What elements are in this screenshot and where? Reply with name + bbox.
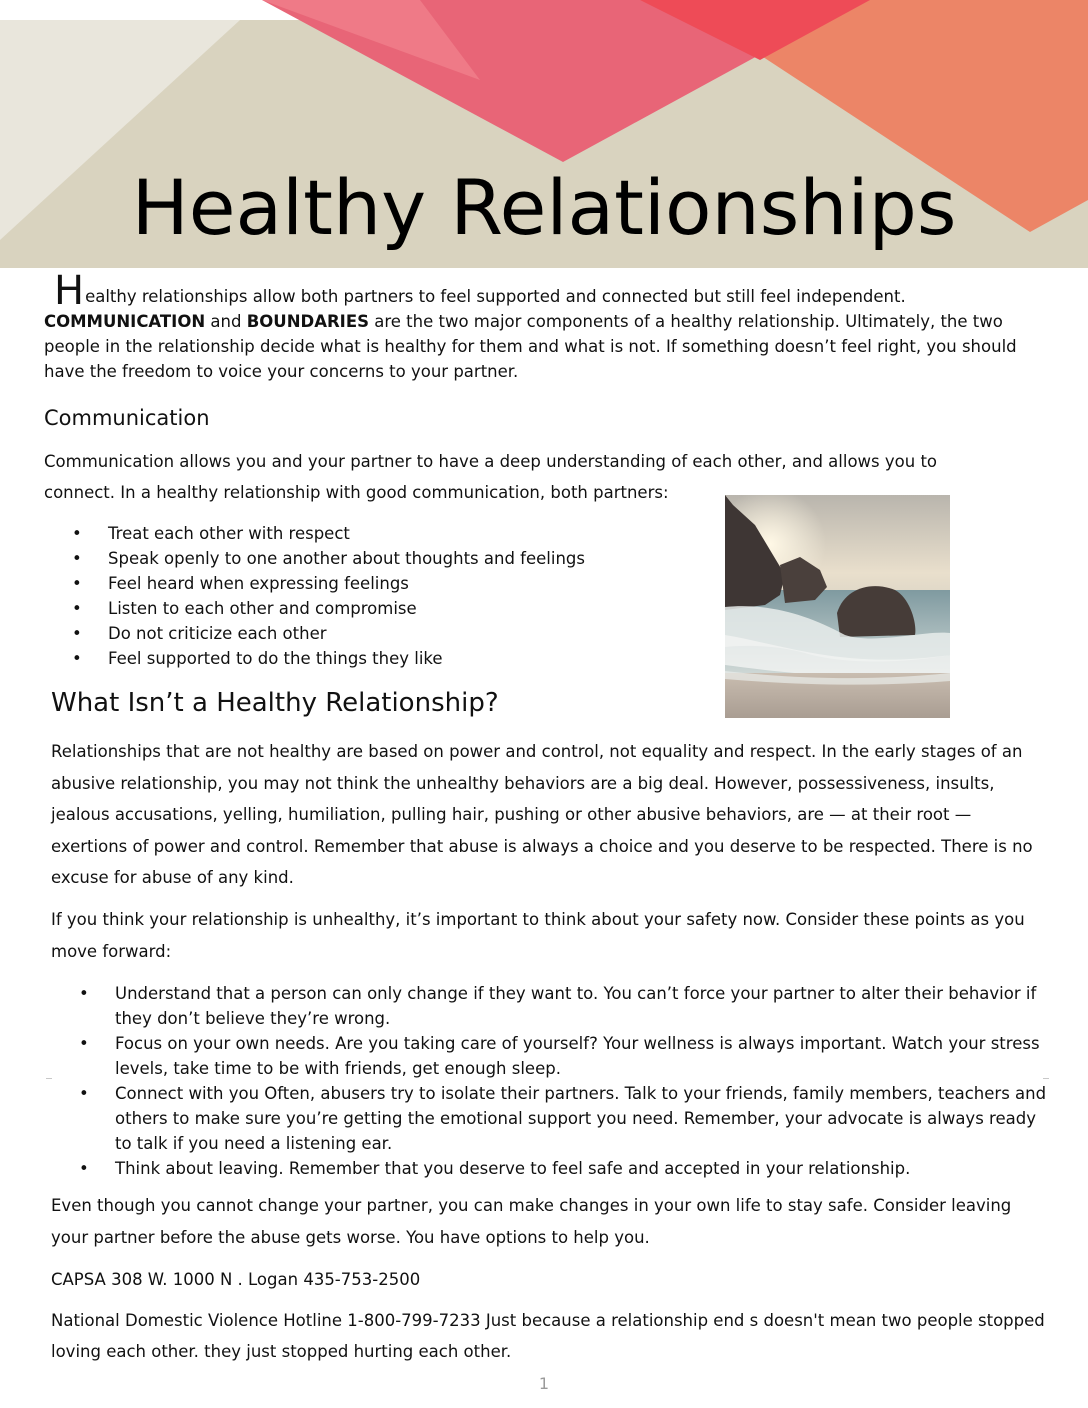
list-item-text: Do not criticize each other [108,624,327,643]
list-item-text: Focus on your own needs. Are you taking care of yourself? Your wellness is always important. Watch your stress levels, take time to be with friends, get enough sleep. [115,1034,1040,1078]
ocean-rocks-photo [725,495,950,718]
list-item-text: Speak openly to one another about thoughts and feelings [108,549,585,568]
list-item [79,981,1054,1031]
unhealthy-paragraph-1: Relationships that are not healthy are based on power and control, not equality and respect. In the early stages of an abusive relationship, you may not think the unhealthy behaviors are a big deal. However, possessiveness, insults, jealous accusations, yelling, humiliation, pulling hair, pushing or other abusive behaviors, are — at their root — exertions of power and control. Remember that abuse is always a choice and you deserve to be respected. There is no excuse for abuse of any kind. [51,742,1033,887]
list-item [72,596,585,621]
bullet-icon: • [79,1034,89,1053]
bullet-icon: • [72,599,82,618]
list-item [72,621,585,646]
intro-and: and [205,312,247,331]
list-item-text: Feel heard when expressing feelings [108,574,409,593]
list-item-text: Feel supported to do the things they like [108,649,443,668]
page-title: Healthy Relationships [131,163,957,252]
list-item-text: Understand that a person can only change if they want to. You can’t force your partner to alter their behavior if they don’t believe they’re wrong. [115,984,1037,1028]
bullet-icon: • [79,1084,89,1103]
safety-list [79,981,1054,1181]
intro-paragraph [44,268,1044,384]
list-item [72,521,585,546]
boundaries-keyword: BOUNDARIES [246,312,369,331]
list-item [79,1081,1054,1156]
list-item [79,1031,1054,1081]
intro-rest: are the two major components of a healthy relationship. Ultimately, the two people in the relationship decide what is healthy for them and what is not. If something doesn’t feel right, you should have the freedom to voice your concerns to your partner. [44,312,1017,381]
bullet-icon: • [79,984,89,1003]
page-number: 1 [538,1374,550,1393]
list-item [79,1156,1054,1181]
bullet-icon: • [79,1159,89,1178]
intro-first-line: ealthy relationships allow both partners to feel supported and connected but still feel independent. [85,287,906,306]
margin-mark [46,1078,52,1079]
list-item [72,571,585,596]
list-item-text: Listen to each other and compromise [108,599,417,618]
communication-keyword: COMMUNICATION [44,312,206,331]
communication-heading: Communication [44,406,210,430]
margin-mark [1043,1078,1049,1079]
list-item [72,546,585,571]
hotline-contact: National Domestic Violence Hotline 1-800-799-7233 Just because a relationship end s doesn't mean two people stopped loving each other. they just stopped hurting each other. [51,1311,1045,1361]
unhealthy-paragraph-2: If you think your relationship is unhealthy, it’s important to think about your safety now. Consider these points as you move forward: [51,910,1025,961]
communication-list [72,521,585,671]
capsa-contact: CAPSA 308 W. 1000 N . Logan 435-753-2500 [51,1270,421,1289]
list-item-text: Think about leaving. Remember that you deserve to feel safe and accepted in your relationship. [115,1159,911,1178]
communication-paragraph: Communication allows you and your partner to have a deep understanding of each other, and allows you to connect. In a healthy relationship with good communication, both partners: [44,452,938,502]
bullet-icon: • [72,649,82,668]
unhealthy-paragraph-3: Even though you cannot change your partner, you can make changes in your own life to stay safe. Consider leaving your partner before the abuse gets worse. You have options to help you. [51,1196,1012,1247]
drop-cap: H [54,268,85,314]
bullet-icon: • [72,574,82,593]
list-item [72,646,585,671]
bullet-icon: • [72,524,82,543]
bullet-icon: • [72,549,82,568]
bullet-icon: • [72,624,82,643]
unhealthy-heading: What Isn’t a Healthy Relationship? [51,688,499,718]
list-item-text: Treat each other with respect [108,524,350,543]
list-item-text: Connect with you Often, abusers try to isolate their partners. Talk to your friends, family members, teachers and others to make sure you’re getting the emotional support you need. Remember, your advocate is always ready to talk if you need a listening ear. [115,1084,1047,1153]
